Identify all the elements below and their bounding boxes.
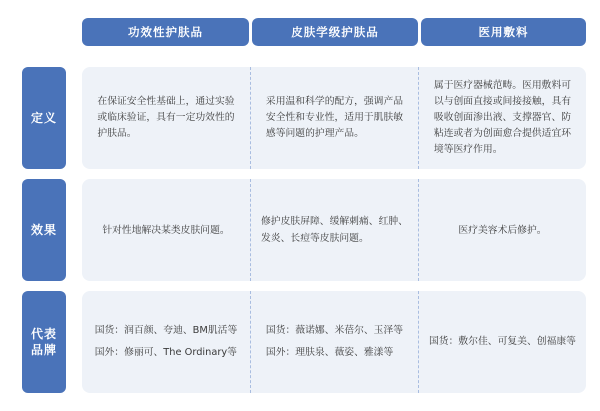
cell-text: [95, 320, 238, 364]
row-label-brands: [22, 291, 66, 393]
cell-text: [102, 222, 229, 239]
header-functional-skincare: 功效性护肤品: [82, 18, 249, 46]
cell-text: [266, 94, 403, 142]
cell-brands-medical-dressing: [418, 291, 586, 393]
cell-effect-medical-dressing: [418, 179, 586, 281]
row-label-text: 定义: [30, 111, 57, 125]
row-label-text: 代表: [30, 327, 57, 341]
cell-definition-functional: [82, 67, 250, 169]
cell-definition-dermocosmetic: [250, 67, 418, 169]
cell-text-line: 护肤品。: [97, 128, 137, 139]
cell-definition-medical-dressing: [418, 67, 586, 169]
row-label-definition: [22, 67, 66, 169]
cell-text-line: 发炎、长痘等皮肤问题。: [261, 233, 369, 244]
cell-text: [97, 94, 234, 142]
cell-text-line: 以与创面直接或间接接触，具有: [433, 96, 572, 107]
cell-text-line: 属于医疗器械范畴。医用敷料可: [433, 80, 572, 91]
cell-text-line: 在保证安全性基础上，通过实验: [97, 96, 235, 107]
cell-text-line: 国货：润百颜、夸迪、BM肌活等: [94, 325, 238, 336]
cell-text: [458, 222, 546, 239]
cell-text-line: 国外：修丽可、The Ordinary等: [94, 347, 237, 358]
row-panel: [82, 291, 586, 393]
row-effect: [22, 179, 586, 281]
cell-text-line: 感等问题的护理产品。: [265, 128, 364, 139]
cell-text-line: 境等医疗作用。: [433, 144, 503, 155]
cell-text-line: 国外：理肤泉、薇姿、雅漾等: [265, 347, 394, 358]
row-panel: [82, 179, 586, 281]
header-dermocosmetic-skincare: 皮肤学级护肤品: [252, 18, 418, 46]
row-label-text: 品牌: [30, 343, 57, 357]
cell-brands-functional: [82, 291, 250, 393]
cell-text: [429, 331, 576, 353]
cell-text-line: 国货：薇诺娜、米蓓尔、玉泽等: [265, 325, 404, 336]
row-definition: [22, 67, 586, 169]
cell-text-line: 安全性和专业性，适用于肌肤敏: [265, 112, 404, 123]
header-medical-dressing: 医用敷料: [421, 18, 586, 46]
cell-text-line: 或临床验证，具有一定功效性的: [97, 112, 235, 123]
cell-effect-functional: [82, 179, 250, 281]
cell-text: [261, 213, 408, 247]
cell-text: [434, 78, 571, 158]
cell-text-line: 医疗美容术后修护。: [458, 224, 547, 236]
row-label-text: 效果: [30, 223, 57, 237]
cell-text-line: 针对性地解决某类皮肤问题。: [102, 224, 230, 236]
cell-effect-dermocosmetic: [250, 179, 418, 281]
row-panel: [82, 67, 586, 169]
row-brands: [22, 291, 586, 393]
cell-text-line: 国货：敷尔佳、可复美、创福康等: [429, 336, 576, 347]
cell-text-line: 采用温和科学的配方，强调产品: [265, 96, 404, 107]
cell-brands-dermocosmetic: [250, 291, 418, 393]
cell-text: [266, 320, 403, 364]
cell-text-line: 吸收创面渗出液、支撑器官、防: [433, 112, 572, 123]
row-label-effect: [22, 179, 66, 281]
cell-text-line: 粘连或者为创面愈合提供适宜环: [433, 128, 572, 139]
cell-text-line: 修护皮肤屏障、缓解刺痛、红肿、: [261, 216, 408, 227]
